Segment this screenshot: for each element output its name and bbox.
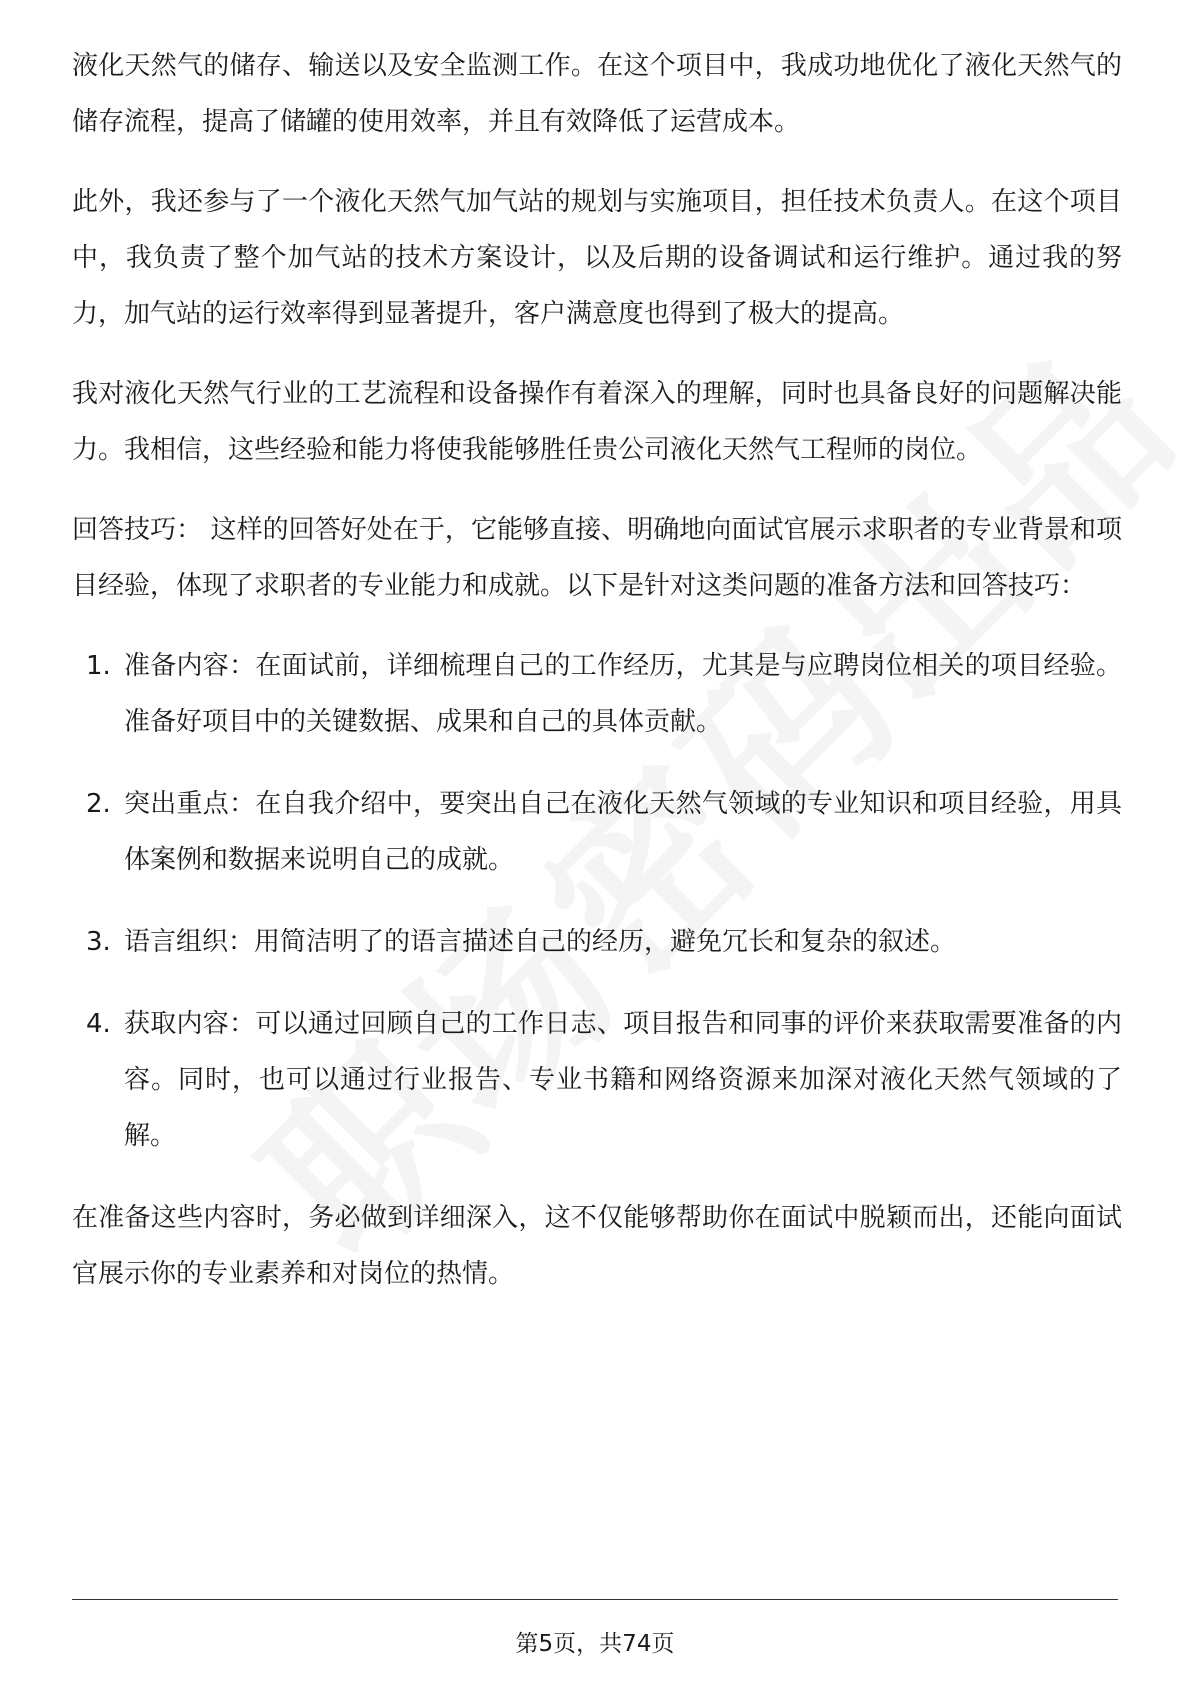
paragraph-capability-statement: 我对液化天然气行业的工艺流程和设备操作有着深入的理解，同时也具备良好的问题解决能力。我相信，这些经验和能力将使我能够胜任贵公司液化天然气工程师的岗位。 [72,379,1122,465]
list-item-number: 3. [86,927,111,957]
paragraph-gas-station-project: 此外，我还参与了一个液化天然气加气站的规划与实施项目，担任技术负责人。在这个项目中，我负责了整个加气站的技术方案设计，以及后期的设备调试和运行维护。通过我的努力，加气站的运行效率得到显著提升，客户满意度也得到了极大的提高。 [72,187,1122,329]
list-item-text: 准备内容：在面试前，详细梳理自己的工作经历，尤其是与应聘岗位相关的项目经验。准备好项目中的关键数据、成果和自己的具体贡献。 [124,651,1122,737]
list-item-number: 1. [86,651,111,681]
page-number: 第5页，共74页 [515,1631,675,1657]
list-item-number: 2. [86,789,111,819]
list-item-number: 4. [86,1009,111,1039]
footer-divider [72,1599,1118,1600]
list-item-text: 获取内容：可以通过回顾自己的工作日志、项目报告和同事的评价来获取需要准备的内容。同时，也可以通过行业报告、专业书籍和网络资源来加深对液化天然气领域的了解。 [124,1009,1122,1151]
paragraph-closing: 在准备这些内容时，务必做到详细深入，这不仅能够帮助你在面试中脱颖而出，还能向面试官展示你的专业素养和对岗位的热情。 [72,1203,1122,1289]
paragraph-answer-tips-intro: 回答技巧： 这样的回答好处在于，它能够直接、明确地向面试官展示求职者的专业背景和项目经验，体现了求职者的专业能力和成就。以下是针对这类问题的准备方法和回答技巧： [72,515,1122,601]
document-body [72,38,1122,1326]
list-item-text: 突出重点：在自我介绍中，要突出自己在液化天然气领域的专业知识和项目经验，用具体案例和数据来说明自己的成就。 [124,789,1122,875]
list-item-text: 语言组织：用简洁明了的语言描述自己的经历，避免冗长和复杂的叙述。 [124,927,957,957]
list-item [72,914,1122,970]
list-item [72,776,1122,888]
paragraph-project-summary: 液化天然气的储存、输送以及安全监测工作。在这个项目中，我成功地优化了液化天然气的储存流程，提高了储罐的使用效率，并且有效降低了运营成本。 [72,51,1122,137]
tips-list [72,638,1122,1164]
list-item [72,996,1122,1164]
list-item [72,638,1122,750]
